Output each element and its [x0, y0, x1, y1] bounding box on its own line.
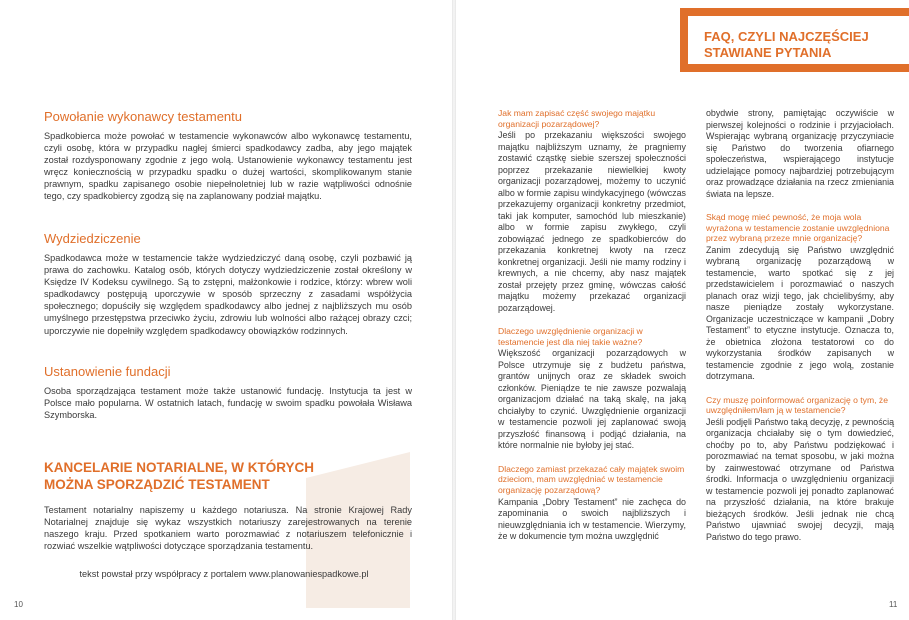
faq-item — [706, 212, 894, 383]
page-number-left: 10 — [14, 600, 23, 609]
notary-offices-body: Testament notarialny napiszemy u każdego notariusza. Na stronie Krajowej Rady Notarialnej znajduje się wykaz wszystkich notariuszy zarejestrowanych na terenie naszego kraju. Przed spotkaniem warto porozmawiać z notariuszem telefonicznie i rozwiać wszelkie wątpliwości dotyczące sporządzania testamentu. — [44, 505, 412, 552]
faq-answer: Zanim zdecydują się Państwo uwzględnić wybraną organizację pozarządową w testamencie, warto spotkać się z jej przedstawicielem i porozmawiać o naszych planach oraz wizji tego, jak chcielibyśmy, aby nasze pieniądze zostały wykorzystane. Organizacje uczestniczące w kampanii „Dobry Testament” to etyczne instytucje. Oznacza to, że obietnica złożona testatorowi co do wykorzystania środków zapisanych w testamencie zgodnie z jego wolą, zostanie dotrzymana. — [706, 244, 894, 382]
faq-question: Dlaczego zamiast przekazać cały majątek swoim dzieciom, mam uwzględniać w testamencie organizację pozarządową? — [498, 463, 685, 496]
faq-question: Czy muszę poinformować organizację o tym, że uwzględniłem/łam ją w testamencie? — [706, 394, 888, 416]
section-title-executor: Powołanie wykonawcy testamentu — [44, 109, 242, 124]
page-number-right: 11 — [889, 600, 898, 609]
faq-column-2 — [706, 108, 894, 555]
faq-answer-continued: obydwie strony, pamiętając oczywiście w pierwszej kolejności o rodzinie i przyjaciołach. Wspierając wybraną organizację przyczyniacie się Państwo do tworzenia ofiarnego społeczeństwa, wspierającego instytucje udzielające pomocy najbardziej potrzebującym oraz prowadzące działania na rzecz zmieniania świata na lepsze. — [706, 108, 894, 199]
faq-answer: Większość organizacji pozarządowych w Polsce utrzymuje się z budżetu państwa, grantów unijnych oraz ze składek swoich członków. Pieniądze te nie zawsze pozwalają organizacjom działać na taką skalę, na jaką chciałyby to czynić. Uwzględnienie organizacji w testamencie pozwoli jej zaplanować swoją przyszłość finansową i podjąć działania, na które normalnie nie byłoby jej stać. — [498, 348, 686, 451]
section-body-disinheritance: Spadkodawca może w testamencie także wydziedziczyć daną osobę, czyli pozbawić ją prawa do zachowku. Katalog osób, których dotyczy wydziedziczenie został określony w Księdze IV Kodeksu cywilnego. Są to zstępni, małżonkowie i rodzice, którzy: wbrew woli spadkodawcy postępują uporczywie w sposób sprzeczny z zasadami współżycia społecznego; dopuściły się względem spadkodawcy albo jednej z najbliższych mu osób umyślnego przestępstwa przeciwko życiu, zdrowiu lub wolności albo rażącej obrazy czci; uporczywie nie dopełniły względem spadkodawcy obowiązków rodzinnych. — [44, 253, 412, 336]
left-page — [0, 0, 452, 620]
faq-item — [498, 464, 686, 543]
faq-item — [706, 108, 894, 200]
faq-header-box — [680, 8, 909, 72]
faq-item — [498, 326, 686, 452]
section-title-foundation: Ustanowienie fundacji — [44, 364, 171, 379]
faq-title: FAQ, CZYLI NAJCZĘŚCIEJ STAWIANE PYTANIA — [704, 29, 869, 60]
faq-column-1 — [498, 108, 686, 555]
section-body-executor: Spadkobierca może powołać w testamencie wykonawców albo wykonawcę testamentu, czyli osobę, która w przypadku nagłej śmierci spadkodawcy zadba, aby jego majątek został rozdysponowany zgodnie z jego wolą. Ustanowienie wykonawcy testamentu jest wręcz koniecznością w przypadku spadku o dużej wartości, skomplikowanym stanie prawnym, spadku zapisanego osobie niepełnoletniej lub w razie wątpliwości odnośnie tego, czy spadkobiercy zgodzą się na zaplanowany podział majątku. — [44, 131, 412, 202]
faq-answer: Kampania „Dobry Testament” nie zachęca do zapominania o swoich najbliższych i nieuwzględniania ich w testamencie. Wierzymy, że w dokumencie tym można uwzględnić — [498, 496, 686, 542]
section-body-foundation: Osoba sporządzająca testament może także ustanowić fundację. Instytucja ta jest w Polsce mało popularna. W ostatnich latach, fundację w swoim spadku powołała Wisława Szymborska. — [44, 386, 412, 421]
credit-note: tekst powstał przy współpracy z portalem www.planowaniespadkowe.pl — [79, 569, 369, 579]
faq-question: Skąd mogę mieć pewność, że moja wola wyrażona w testamencie zostanie uwzględniona przez wybraną przeze mnie organizację? — [706, 212, 890, 244]
faq-question: Dlaczego uwzględnienie organizacji w testamencie jest dla niej takie ważne? — [498, 326, 643, 347]
faq-item — [498, 108, 686, 314]
faq-item — [706, 395, 894, 544]
decorative-wedge — [306, 452, 410, 478]
faq-answer: Jeśli po przekazaniu większości swojego majątku najbliższym uznamy, że pragniemy zostawić cząstkę siebie szerszej społeczności poprzez przekazanie niewielkiej kwoty organizacji pozarządowej, możemy to uczynić albo w formie zapisu windykacyjnego (wówczas przekazujemy organizacji konkretny przedmiot, taki jak komputer, samochód lub mieszkanie) albo w formie zapisu zwykłego, czyli zobowiązać jednego ze spadkobierców do przekazania konkretnej kwoty na rzecz konkretnej organizacji. Jeśli nie mamy rodziny i krewnych, a nie chcemy, aby nasz majątek został przejęty przez gminę, wówczas całość majątku możemy przekazać organizacji pozarządowej. — [498, 130, 686, 313]
faq-header-inner — [688, 16, 909, 64]
faq-question: Jak mam zapisać część swojego majątku organizacji pozarządowej? — [498, 108, 656, 129]
section-title-disinheritance: Wydziedziczenie — [44, 231, 141, 246]
faq-answer: Jeśli podjęli Państwo taką decyzję, z pewnością organizacja chciałaby się o tym dowiedzieć, choćby po to, aby Państwu podziękować i porozmawiać na temat sposobu, w jaki można by zainwestować otrzymane od Państwa środki. Informacja o uwzględnieniu organizacji w testamencie pozwoli jej ponadto zaplanować na przyszłość działania, na które brakuje bieżących środków. Jeśli jednak nie chcą Państwo ujawniać swojej decyzji, mają Państwo do tego prawo. — [706, 416, 894, 542]
notary-offices-title: KANCELARIE NOTARIALNE, W KTÓRYCH MOŻNA SPORZĄDZIĆ TESTAMENT — [44, 460, 314, 492]
